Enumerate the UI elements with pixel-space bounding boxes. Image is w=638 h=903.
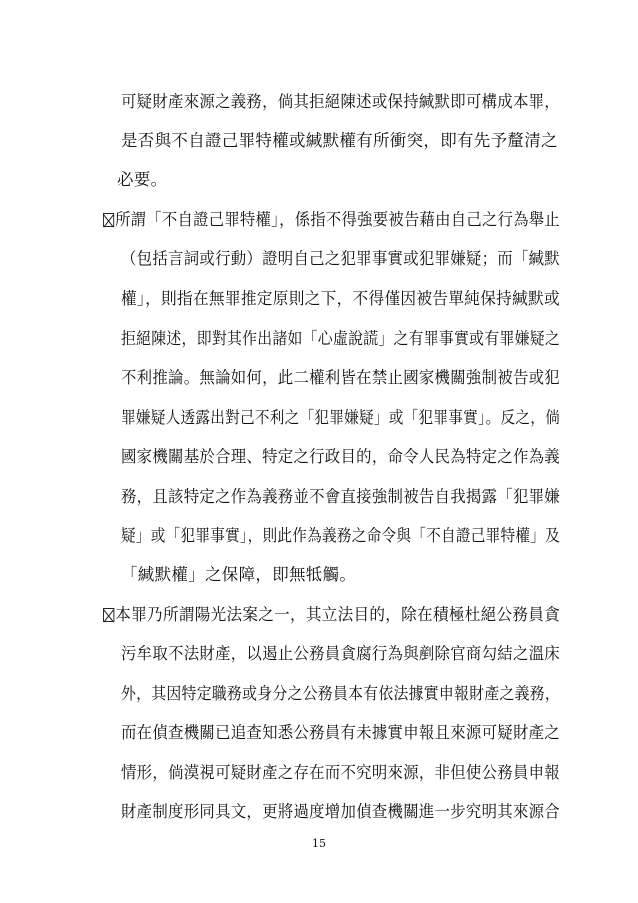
text-line-content: 外，其因特定職務或身分之公務員本有依法據實申報財產之義務， xyxy=(121,684,561,703)
text-line xyxy=(121,565,356,585)
text-line-content: 必要。 xyxy=(117,170,168,189)
text-line-content: 污牟取不法財產，以遏止公務員貪腐行為與剷除官商勾結之溫床 xyxy=(121,644,560,663)
text-line-content: 國家機關基於合理、特定之行政目的，命令人民為特定之作為義 xyxy=(121,447,560,466)
text-line xyxy=(121,329,560,349)
text-line-content: 「緘默權」之保障，即無牴觸。 xyxy=(121,565,357,584)
text-line-content: 務，且該特定之作為義務並不會直接強制被告自我揭露「犯罪嫌 xyxy=(121,487,560,506)
boxed-x-bullet-icon xyxy=(103,608,114,622)
text-line xyxy=(121,802,560,822)
text-line xyxy=(121,131,558,151)
text-line-content: 而在偵查機關已追查知悉公務員有未據實申報且來源可疑財產之 xyxy=(121,723,560,742)
text-line xyxy=(121,644,560,664)
text-line xyxy=(121,684,560,704)
text-line-content: 權」，則指在無罪推定原則之下，不得僅因被告單純保持緘默或 xyxy=(121,289,561,308)
text-line-content: 本罪乃所謂陽光法案之一，其立法目的，除在積極杜絕公務員貪 xyxy=(115,605,561,624)
text-line xyxy=(121,723,560,743)
page-number: 15 xyxy=(312,837,326,850)
text-line-content: 情形，倘漠視可疑財產之存在而不究明來源，非但使公務員申報 xyxy=(121,763,560,782)
list-item-marked xyxy=(103,210,560,230)
text-line xyxy=(121,92,560,112)
text-line-content: 罪嫌疑人透露出對己不利之「犯罪嫌疑」或「犯罪事實」。反之，倘 xyxy=(121,408,560,427)
text-line-content: （包括言詞或行動）證明自己之犯罪事實或犯罪嫌疑；而「緘默 xyxy=(121,249,560,268)
text-line-content: 可疑財產來源之義務，倘其拒絕陳述或保持緘默即可構成本罪， xyxy=(121,92,560,111)
text-line xyxy=(121,289,560,309)
text-line xyxy=(117,170,167,190)
text-line xyxy=(121,447,560,467)
list-item-marked xyxy=(103,605,560,625)
text-line xyxy=(121,408,560,428)
text-line xyxy=(121,487,560,507)
text-line-content: 疑」或「犯罪事實」，則此作為義務之命令與「不自證己罪特權」及 xyxy=(121,526,560,545)
text-line xyxy=(121,526,560,546)
text-line-content: 所謂「不自證己罪特權」，係指不得強要被告藉由自己之行為舉止 xyxy=(115,210,561,229)
text-line-content: 拒絕陳述，即對其作出諸如「心虛說謊」之有罪事實或有罪嫌疑之 xyxy=(121,329,561,348)
text-line-content: 是否與不自證己罪特權或緘默權有所衝突，即有先予釐清之 xyxy=(121,131,558,150)
text-line xyxy=(121,249,560,269)
boxed-x-bullet-icon xyxy=(103,213,114,227)
text-line xyxy=(121,368,560,388)
text-line xyxy=(121,763,560,783)
text-line-content: 不利推論。無論如何，此二權利皆在禁止國家機關強制被告或犯 xyxy=(121,368,560,387)
text-line-content: 財產制度形同具文，更將過度增加偵查機關進一步究明其來源合 xyxy=(121,802,560,821)
